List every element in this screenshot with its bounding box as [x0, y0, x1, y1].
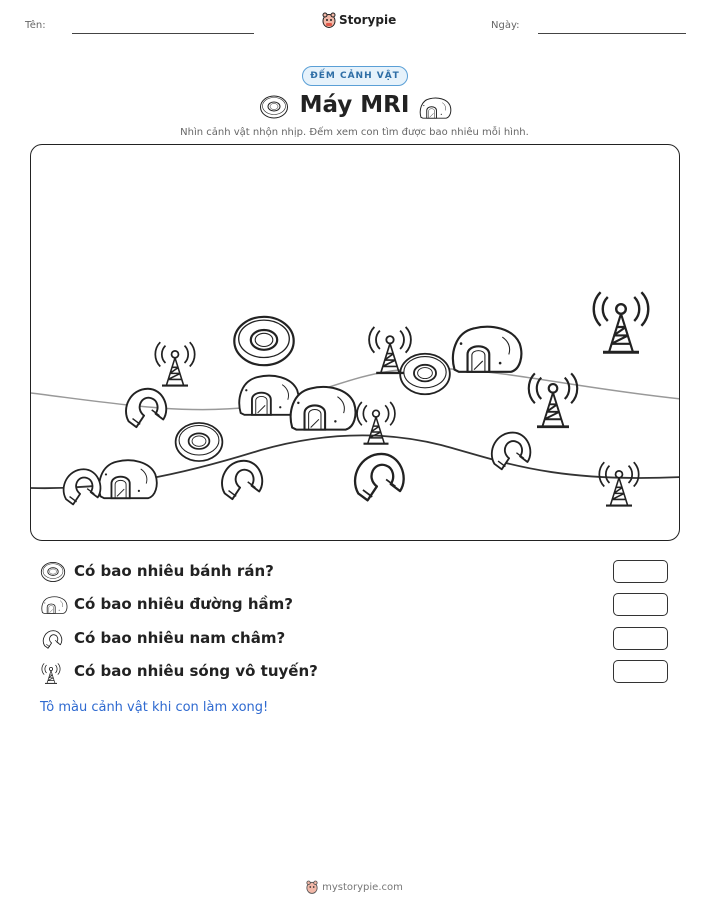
counting-scene[interactable] — [30, 144, 680, 541]
storypie-logo — [322, 12, 396, 28]
question-row-donuts — [40, 560, 670, 586]
magnet-3 — [355, 454, 404, 500]
date-line[interactable] — [538, 33, 686, 34]
donut-3 — [176, 423, 223, 461]
tunnel-3 — [453, 327, 521, 372]
storypie-mascot-icon — [306, 880, 318, 894]
instructions: Nhìn cảnh vật nhộn nhịp. Đếm xem con tìm được bao nhiêu mỗi hình. — [180, 127, 529, 138]
storypie-mascot-icon — [322, 12, 336, 28]
question-row-tunnels — [40, 593, 670, 619]
question-row-magnets — [40, 627, 670, 653]
question-text: Có bao nhiêu bánh rán? — [74, 562, 274, 580]
tunnel-2 — [291, 387, 356, 430]
tunnel-4 — [99, 460, 157, 498]
scene-illustration — [31, 145, 680, 541]
brand-name: Storypie — [339, 13, 397, 27]
question-text: Có bao nhiêu đường hầm? — [74, 595, 293, 613]
answer-box-magnets[interactable] — [613, 627, 668, 650]
donut-2 — [400, 354, 450, 394]
page-title: Máy MRI — [299, 92, 410, 118]
radio-tower-6 — [599, 462, 638, 505]
magnet-1 — [126, 389, 166, 427]
magnet-2 — [222, 461, 262, 499]
radio-tower-3 — [594, 292, 649, 352]
question-row-radio-waves — [40, 660, 670, 686]
donut-1 — [234, 317, 293, 365]
answer-box-tunnels[interactable] — [613, 593, 668, 616]
donut-icon — [40, 561, 66, 583]
question-text: Có bao nhiêu sóng vô tuyến? — [74, 662, 318, 680]
name-label: Tên: — [25, 20, 46, 31]
question-text: Có bao nhiêu nam châm? — [74, 629, 286, 647]
answer-box-donuts[interactable] — [613, 560, 668, 583]
answer-box-radio-waves[interactable] — [613, 660, 668, 683]
footer — [0, 880, 709, 894]
tunnel-icon — [418, 95, 452, 121]
footer-url[interactable]: mystorypie.com — [322, 881, 403, 893]
date-label: Ngày: — [491, 20, 520, 31]
name-line[interactable] — [72, 33, 254, 34]
radio-tower-1 — [155, 342, 194, 385]
magnet-icon — [40, 628, 64, 650]
tunnel-icon — [40, 594, 68, 616]
tunnel-1 — [239, 376, 298, 415]
radio-tower-icon — [40, 661, 62, 685]
coloring-instruction: Tô màu cảnh vật khi con làm xong! — [40, 700, 269, 715]
radio-tower-5 — [357, 402, 395, 444]
activity-badge: ĐẾM CẢNH VẬT — [302, 66, 408, 86]
